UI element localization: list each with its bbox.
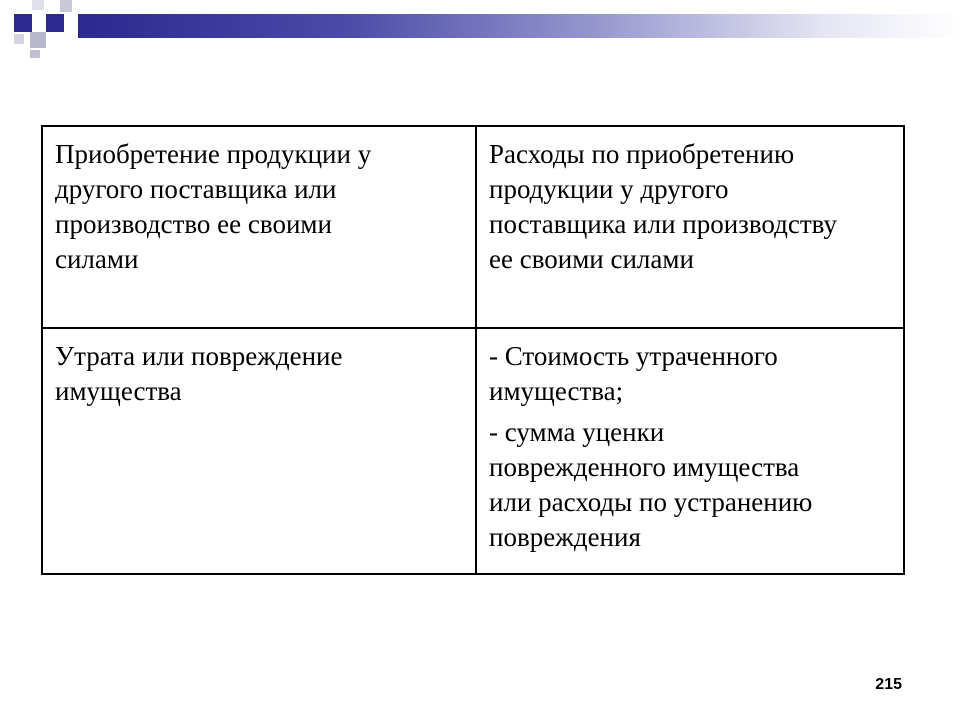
cell-text-line: имущества; xyxy=(489,376,624,406)
table-cell xyxy=(42,126,476,328)
cell-text-line: производство ее своими xyxy=(55,209,332,239)
decor-square-gray xyxy=(30,50,40,58)
cell-text-line: продукции у другого xyxy=(489,174,729,204)
cell-text-line: повреждения xyxy=(489,522,641,552)
decor-square-navy xyxy=(46,14,64,32)
page-number: 215 xyxy=(875,676,902,693)
cell-text-line: поврежденного имущества xyxy=(489,452,800,482)
decor-square-gray xyxy=(14,34,24,44)
decor-square-gray xyxy=(30,32,46,48)
table-cell xyxy=(42,328,476,574)
cell-text-line: поставщика или производству xyxy=(489,209,837,239)
cell-text-line: - Стоимость утраченного xyxy=(489,341,778,371)
cell-text-line: ее своими силами xyxy=(489,244,694,274)
decor-square-gray xyxy=(60,0,72,12)
decor-square-navy xyxy=(14,14,32,32)
content-table xyxy=(41,125,905,575)
cell-paragraph xyxy=(489,339,891,409)
table-row xyxy=(42,126,904,328)
table-cell xyxy=(476,126,904,328)
table-cell xyxy=(476,328,904,574)
decor-square-light xyxy=(32,0,44,10)
cell-text-line: имущества xyxy=(55,376,182,406)
cell-text-line: Утрата или повреждение xyxy=(55,341,343,371)
cell-text-line: Расходы по приобретению xyxy=(489,139,795,169)
cell-text-line: - сумма уценки xyxy=(489,417,665,447)
cell-text-line: силами xyxy=(55,244,139,274)
cell-paragraph xyxy=(489,415,891,555)
cell-text-line: или расходы по устранению xyxy=(489,487,813,517)
cell-text-line: другого поставщика или xyxy=(55,174,337,204)
header-gradient-bar xyxy=(78,14,960,38)
cell-text-line: Приобретение продукции у xyxy=(55,139,372,169)
table-row xyxy=(42,328,904,574)
